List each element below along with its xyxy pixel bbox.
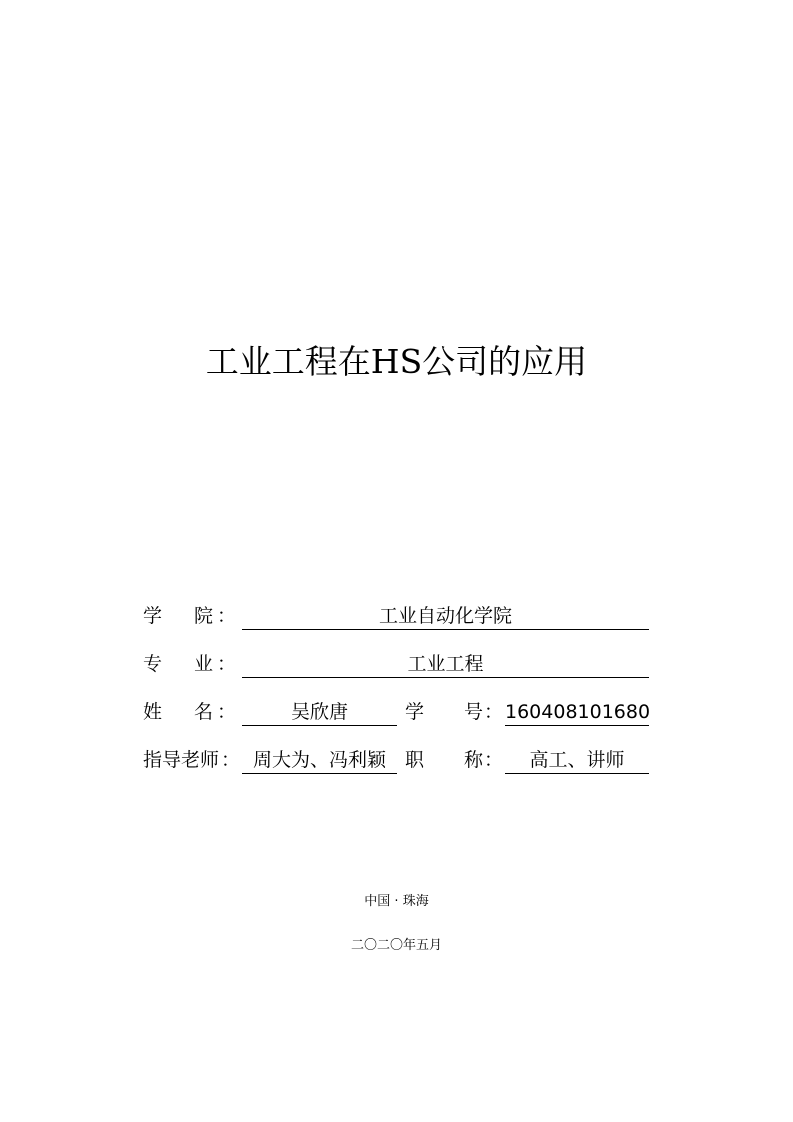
student-id-label-char-2: 号: [463, 701, 483, 723]
date-line: 二〇二〇年五月: [350, 938, 442, 953]
college-label-char-1: 学: [143, 605, 163, 627]
advisor-colon: ：: [221, 749, 241, 771]
advisor-value: 周大为、冯利颖: [252, 749, 386, 771]
location-line: 中国 · 珠海: [364, 894, 429, 909]
student-id-value: 160408101680: [505, 701, 651, 723]
major-label: [143, 651, 213, 677]
advisor-field: [242, 747, 397, 774]
name-value: 吴欣唐: [290, 701, 348, 723]
rank-value: 高工、讲师: [529, 749, 625, 771]
thesis-title: 工业工程在HS公司的应用: [205, 342, 588, 381]
advisor-label: 指导老师: [143, 749, 220, 771]
major-field: [242, 651, 649, 678]
major-label-char-2: 业: [193, 653, 213, 675]
college-label: [143, 603, 213, 629]
major-colon: ：: [217, 653, 237, 675]
college-label-char-2: 院: [193, 605, 213, 627]
name-label-char-2: 名: [193, 701, 213, 723]
major-value: 工业工程: [407, 653, 484, 675]
rank-field: [505, 747, 649, 774]
student-id-label-char-1: 学: [405, 701, 425, 723]
student-id-field: [505, 699, 649, 726]
student-id-colon: ：: [484, 701, 504, 723]
name-label: [143, 699, 213, 725]
name-label-char-1: 姓: [143, 701, 163, 723]
major-label-char-1: 专: [143, 653, 163, 675]
college-field: [242, 603, 649, 630]
rank-label: [405, 747, 483, 773]
college-value: 工业自动化学院: [378, 605, 512, 627]
student-id-label: [405, 699, 483, 725]
name-field: [242, 699, 397, 726]
rank-colon: ：: [484, 749, 504, 771]
college-colon: ：: [217, 605, 237, 627]
name-colon: ：: [217, 701, 237, 723]
rank-label-char-1: 职: [405, 749, 425, 771]
rank-label-char-2: 称: [463, 749, 483, 771]
